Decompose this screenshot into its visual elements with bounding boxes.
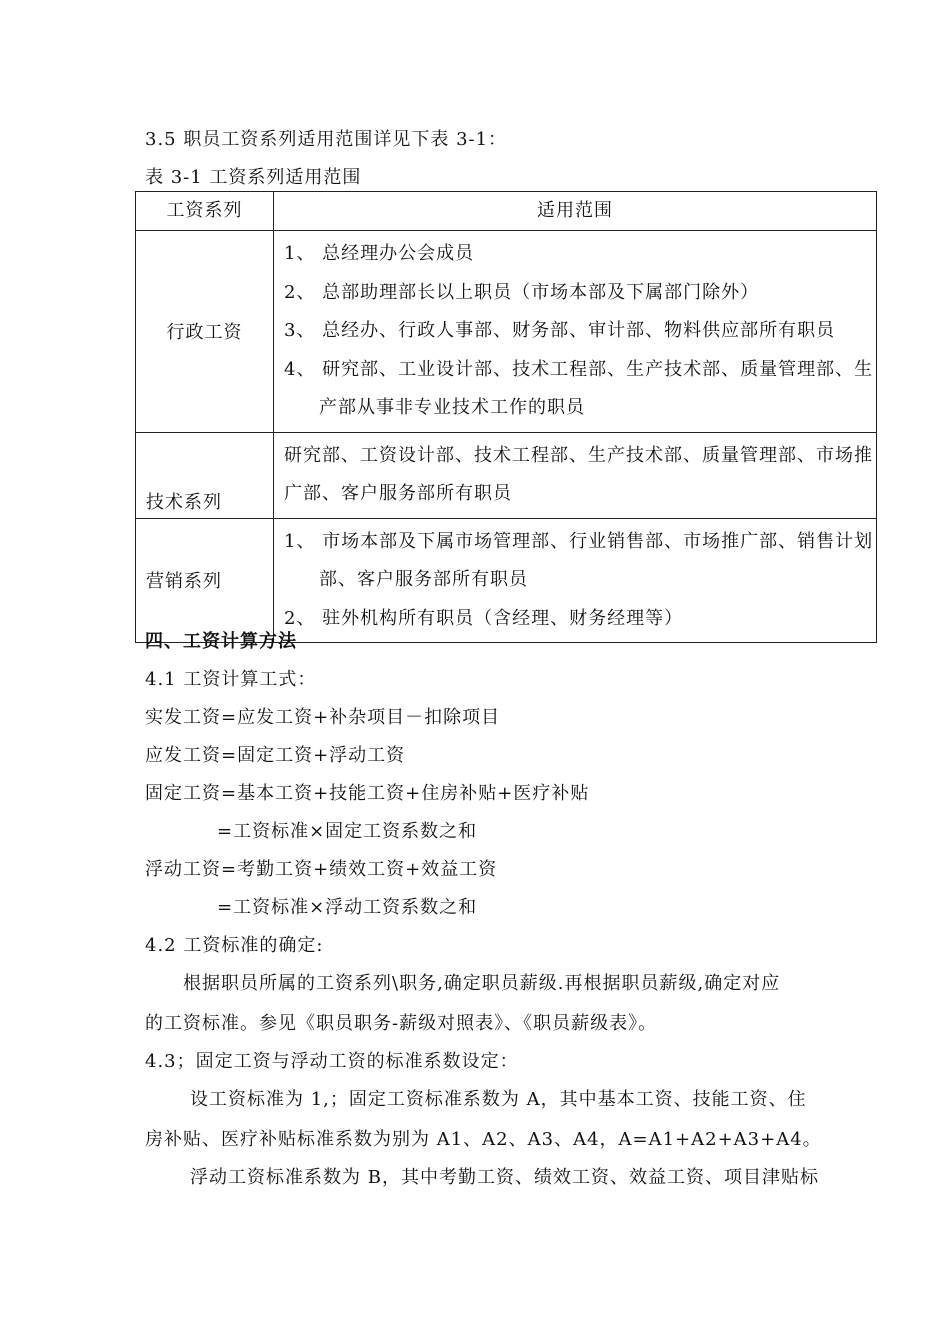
- table-row: [136, 432, 877, 518]
- subsection-title: 4.3；固定工资与浮动工资的标准系数设定：: [145, 1051, 519, 1072]
- scope-line: 2、 驻外机构所有职员（含经理、财务经理等）: [284, 607, 684, 629]
- formula-line: 浮动工资=考勤工资+绩效工资+效益工资: [145, 859, 498, 880]
- formula-line: =工资标准×浮动工资系数之和: [217, 897, 478, 918]
- scope-cell: [274, 518, 877, 643]
- paragraph-line: 房补贴、医疗补贴标准系数为别为 A1、A2、A3、A4，A=A1+A2+A3+A4。: [145, 1129, 822, 1150]
- paragraph-line: 的工资标准。参见《职员职务-薪级对照表》、《职员薪级表》。: [145, 1013, 658, 1034]
- salary-series-scope-table: [135, 191, 877, 643]
- section-heading: 四、工资计算方法: [145, 631, 297, 652]
- column-header-series: 工资系列: [136, 192, 274, 231]
- scope-cell: [274, 432, 877, 518]
- scope-line: 1、 总经理办公会成员: [284, 243, 475, 264]
- scope-line: 3、 总经办、行政人事部、财务部、审计部、物料供应部所有职员: [284, 320, 836, 341]
- subsection-title: 4.1 工资计算工式：: [145, 669, 317, 690]
- intro-text: 3.5 职员工资系列适用范围详见下表 3-1：: [145, 129, 508, 150]
- paragraph-line: 浮动工资标准系数为 B，其中考勤工资、绩效工资、效益工资、项目津贴标: [190, 1167, 819, 1188]
- scope-cell: [274, 231, 877, 433]
- formula-line: 实发工资=应发工资+补杂项目－扣除项目: [145, 707, 501, 728]
- table-row: [136, 231, 877, 433]
- paragraph-line: 根据职员所属的工资系列\职务,确定职员薪级.再根据职员薪级,确定对应: [183, 973, 781, 994]
- series-name: 技术系列: [136, 432, 274, 518]
- scope-line: 研究部、工资设计部、技术工程部、生产技术部、质量管理部、市场推: [284, 444, 873, 466]
- formula-line: 应发工资=固定工资+浮动工资: [145, 745, 406, 766]
- formula-line: 固定工资=基本工资+技能工资+住房补贴+医疗补贴: [145, 783, 590, 804]
- series-name: 行政工资: [136, 231, 274, 433]
- subsection-title: 4.2 工资标准的确定:: [145, 935, 324, 956]
- column-header-scope: 适用范围: [274, 192, 877, 231]
- table-row: [136, 518, 877, 643]
- table-header-row: [136, 192, 877, 231]
- scope-line: 2、 总部助理部长以上职员（市场本部及下属部门除外）: [284, 281, 760, 303]
- scope-line: 部、客户服务部所有职员: [319, 569, 528, 590]
- scope-line: 广部、客户服务部所有职员: [284, 483, 512, 504]
- paragraph-line: 设工资标准为 1,；固定工资标准系数为 A，其中基本工资、技能工资、住: [190, 1089, 807, 1110]
- table-caption: 表 3-1 工资系列适用范围: [145, 167, 362, 188]
- scope-line: 1、 市场本部及下属市场管理部、行业销售部、市场推广部、销售计划: [284, 530, 874, 552]
- scope-line: 4、 研究部、工业设计部、技术工程部、生产技术部、质量管理部、生: [284, 358, 874, 380]
- formula-line: =工资标准×固定工资系数之和: [217, 821, 478, 842]
- scope-line: 产部从事非专业技术工作的职员: [319, 397, 585, 418]
- series-name: 营销系列: [136, 518, 274, 643]
